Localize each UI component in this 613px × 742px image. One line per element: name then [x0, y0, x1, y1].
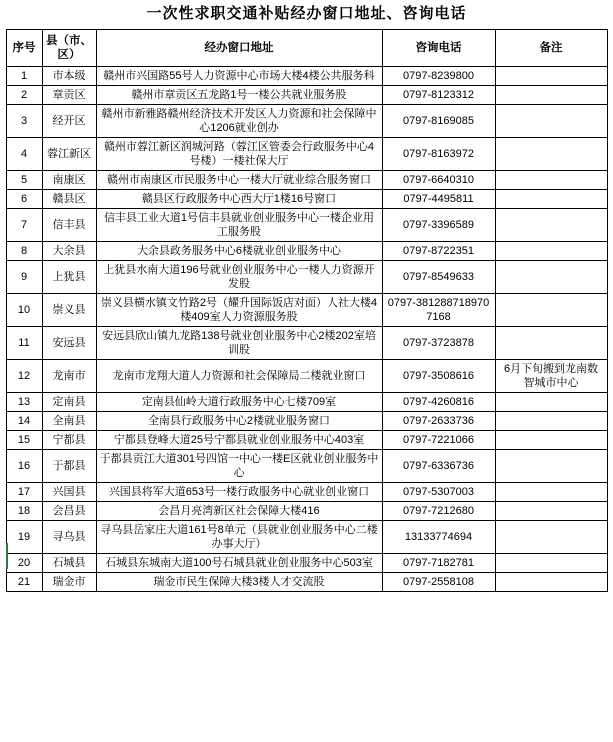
cell-remark [495, 554, 607, 573]
cell-address: 赣州市南康区市民服务中心一楼大厅就业综合服务窗口 [96, 171, 382, 190]
cell-remark: 6月下旬搬到龙南数智城市中心 [495, 360, 607, 393]
table-row [6, 573, 607, 592]
cell-address: 赣县区行政服务中心西大厅1楼16号窗口 [96, 190, 382, 209]
cell-remark [495, 502, 607, 521]
cell-region: 赣县区 [42, 190, 96, 209]
cell-address: 赣州市兴国路55号人力资源中心市场大楼4楼公共服务科 [96, 67, 382, 86]
column-header-no: 序号 [6, 30, 42, 67]
cell-remark [495, 67, 607, 86]
table-row [6, 483, 607, 502]
cell-no: 13 [6, 393, 42, 412]
table-row [6, 412, 607, 431]
cell-no: 21 [6, 573, 42, 592]
row-selection-marker [6, 543, 8, 569]
cell-no: 17 [6, 483, 42, 502]
cell-phone: 0797-3723878 [382, 327, 495, 360]
table-row [6, 190, 607, 209]
cell-region: 上犹县 [42, 261, 96, 294]
cell-address: 信丰县工业大道1号信丰县就业创业服务中心一楼企业用工服务股 [96, 209, 382, 242]
cell-no: 4 [6, 138, 42, 171]
cell-no: 16 [6, 450, 42, 483]
cell-no: 19 [6, 521, 42, 554]
cell-phone: 0797-8722351 [382, 242, 495, 261]
cell-no: 2 [6, 86, 42, 105]
cell-no: 5 [6, 171, 42, 190]
cell-region: 石城县 [42, 554, 96, 573]
table-header-row [6, 30, 607, 67]
cell-phone: 0797-2558108 [382, 573, 495, 592]
table-row [6, 294, 607, 327]
cell-remark [495, 573, 607, 592]
cell-region: 瑞金市 [42, 573, 96, 592]
cell-remark [495, 242, 607, 261]
table-row [6, 502, 607, 521]
cell-no: 3 [6, 105, 42, 138]
cell-remark [495, 294, 607, 327]
table-row [6, 242, 607, 261]
table-body [6, 67, 607, 592]
cell-remark [495, 138, 607, 171]
cell-no: 10 [6, 294, 42, 327]
cell-region: 大余县 [42, 242, 96, 261]
cell-phone: 0797-4495811 [382, 190, 495, 209]
cell-phone: 0797-7212680 [382, 502, 495, 521]
cell-remark [495, 209, 607, 242]
cell-phone: 13133774694 [382, 521, 495, 554]
cell-phone: 0797-5307003 [382, 483, 495, 502]
cell-address: 寻乌县岳家庄大道161号8单元（县就业创业服务中心二楼办事大厅） [96, 521, 382, 554]
cell-remark [495, 327, 607, 360]
cell-region: 定南县 [42, 393, 96, 412]
cell-address: 瑞金市民生保障大楼3楼人才交流股 [96, 573, 382, 592]
cell-region: 龙南市 [42, 360, 96, 393]
table-row [6, 67, 607, 86]
cell-phone: 0797-6336736 [382, 450, 495, 483]
cell-address: 安远县欣山镇九龙路138号就业创业服务中心2楼202室培训股 [96, 327, 382, 360]
cell-region: 信丰县 [42, 209, 96, 242]
table-row [6, 86, 607, 105]
cell-phone: 0797-2633736 [382, 412, 495, 431]
cell-region: 于都县 [42, 450, 96, 483]
table-row [6, 327, 607, 360]
cell-phone: 0797-3812887189707168 [382, 294, 495, 327]
cell-address: 赣州市蓉江新区润城河路（蓉江区管委会行政服务中心4号楼）一楼社保大厅 [96, 138, 382, 171]
cell-remark [495, 431, 607, 450]
cell-remark [495, 86, 607, 105]
cell-address: 大余县政务服务中心6楼就业创业服务中心 [96, 242, 382, 261]
table-row [6, 554, 607, 573]
cell-remark [495, 450, 607, 483]
cell-remark [495, 171, 607, 190]
column-header-phone: 咨询电话 [382, 30, 495, 67]
table-row [6, 105, 607, 138]
table-row [6, 138, 607, 171]
cell-remark [495, 190, 607, 209]
cell-address: 定南县仙岭大道行政服务中心七楼709室 [96, 393, 382, 412]
cell-phone: 0797-8549633 [382, 261, 495, 294]
cell-phone: 0797-8169085 [382, 105, 495, 138]
cell-address: 石城县东城南大道100号石城县就业创业服务中心503室 [96, 554, 382, 573]
cell-region: 崇义县 [42, 294, 96, 327]
cell-remark [495, 105, 607, 138]
column-header-region: 县（市、区） [42, 30, 96, 67]
cell-address: 龙南市龙翔大道人力资源和社会保障局二楼就业窗口 [96, 360, 382, 393]
column-header-address: 经办窗口地址 [96, 30, 382, 67]
cell-region: 章贡区 [42, 86, 96, 105]
cell-region: 会昌县 [42, 502, 96, 521]
table-row [6, 521, 607, 554]
page-title: 一次性求职交通补贴经办窗口地址、咨询电话 [146, 5, 467, 22]
cell-phone: 0797-6640310 [382, 171, 495, 190]
cell-address: 赣州市章贡区五龙路1号一楼公共就业服务股 [96, 86, 382, 105]
cell-phone: 0797-3508616 [382, 360, 495, 393]
cell-region: 全南县 [42, 412, 96, 431]
cell-no: 6 [6, 190, 42, 209]
cell-no: 12 [6, 360, 42, 393]
cell-phone: 0797-4260816 [382, 393, 495, 412]
cell-remark [495, 412, 607, 431]
cell-region: 宁都县 [42, 431, 96, 450]
cell-no: 7 [6, 209, 42, 242]
table-row [6, 209, 607, 242]
cell-remark [495, 521, 607, 554]
cell-address: 于都县贡江大道301号四馆一中心一楼E区就业创业服务中心 [96, 450, 382, 483]
cell-address: 上犹县水南大道196号就业创业服务中心一楼人力资源开发股 [96, 261, 382, 294]
cell-region: 寻乌县 [42, 521, 96, 554]
cell-address: 宁都县登峰大道25号宁都县就业创业服务中心403室 [96, 431, 382, 450]
table-row [6, 360, 607, 393]
cell-phone: 0797-8163972 [382, 138, 495, 171]
cell-no: 18 [6, 502, 42, 521]
cell-phone: 0797-7221066 [382, 431, 495, 450]
cell-no: 8 [6, 242, 42, 261]
cell-address: 全南县行政服务中心2楼就业服务窗口 [96, 412, 382, 431]
cell-phone: 0797-8123312 [382, 86, 495, 105]
cell-address: 兴国县将军大道653号一楼行政服务中心就业创业窗口 [96, 483, 382, 502]
cell-region: 市本级 [42, 67, 96, 86]
cell-no: 20 [6, 554, 42, 573]
cell-region: 兴国县 [42, 483, 96, 502]
cell-no: 11 [6, 327, 42, 360]
cell-region: 经开区 [42, 105, 96, 138]
table-row [6, 450, 607, 483]
cell-phone: 0797-3396589 [382, 209, 495, 242]
cell-address: 崇义县横水镇文竹路2号（耀升国际饭店对面）人社大楼4楼409室人力资源服务股 [96, 294, 382, 327]
cell-no: 9 [6, 261, 42, 294]
cell-region: 安远县 [42, 327, 96, 360]
table-header [6, 30, 607, 67]
table-row [6, 393, 607, 412]
cell-no: 15 [6, 431, 42, 450]
cell-remark [495, 393, 607, 412]
cell-region: 南康区 [42, 171, 96, 190]
cell-no: 1 [6, 67, 42, 86]
cell-region: 蓉江新区 [42, 138, 96, 171]
column-header-remark: 备注 [495, 30, 607, 67]
cell-remark [495, 483, 607, 502]
cell-phone: 0797-7182781 [382, 554, 495, 573]
table-row [6, 261, 607, 294]
cell-remark [495, 261, 607, 294]
table-row [6, 171, 607, 190]
table-row [6, 431, 607, 450]
cell-phone: 0797-8239800 [382, 67, 495, 86]
cell-address: 会昌月亮湾新区社会保障大楼416 [96, 502, 382, 521]
cell-address: 赣州市新雅路赣州经济技术开发区人力资源和社会保障中心1206就业创办 [96, 105, 382, 138]
cell-no: 14 [6, 412, 42, 431]
office-window-table [6, 29, 608, 592]
